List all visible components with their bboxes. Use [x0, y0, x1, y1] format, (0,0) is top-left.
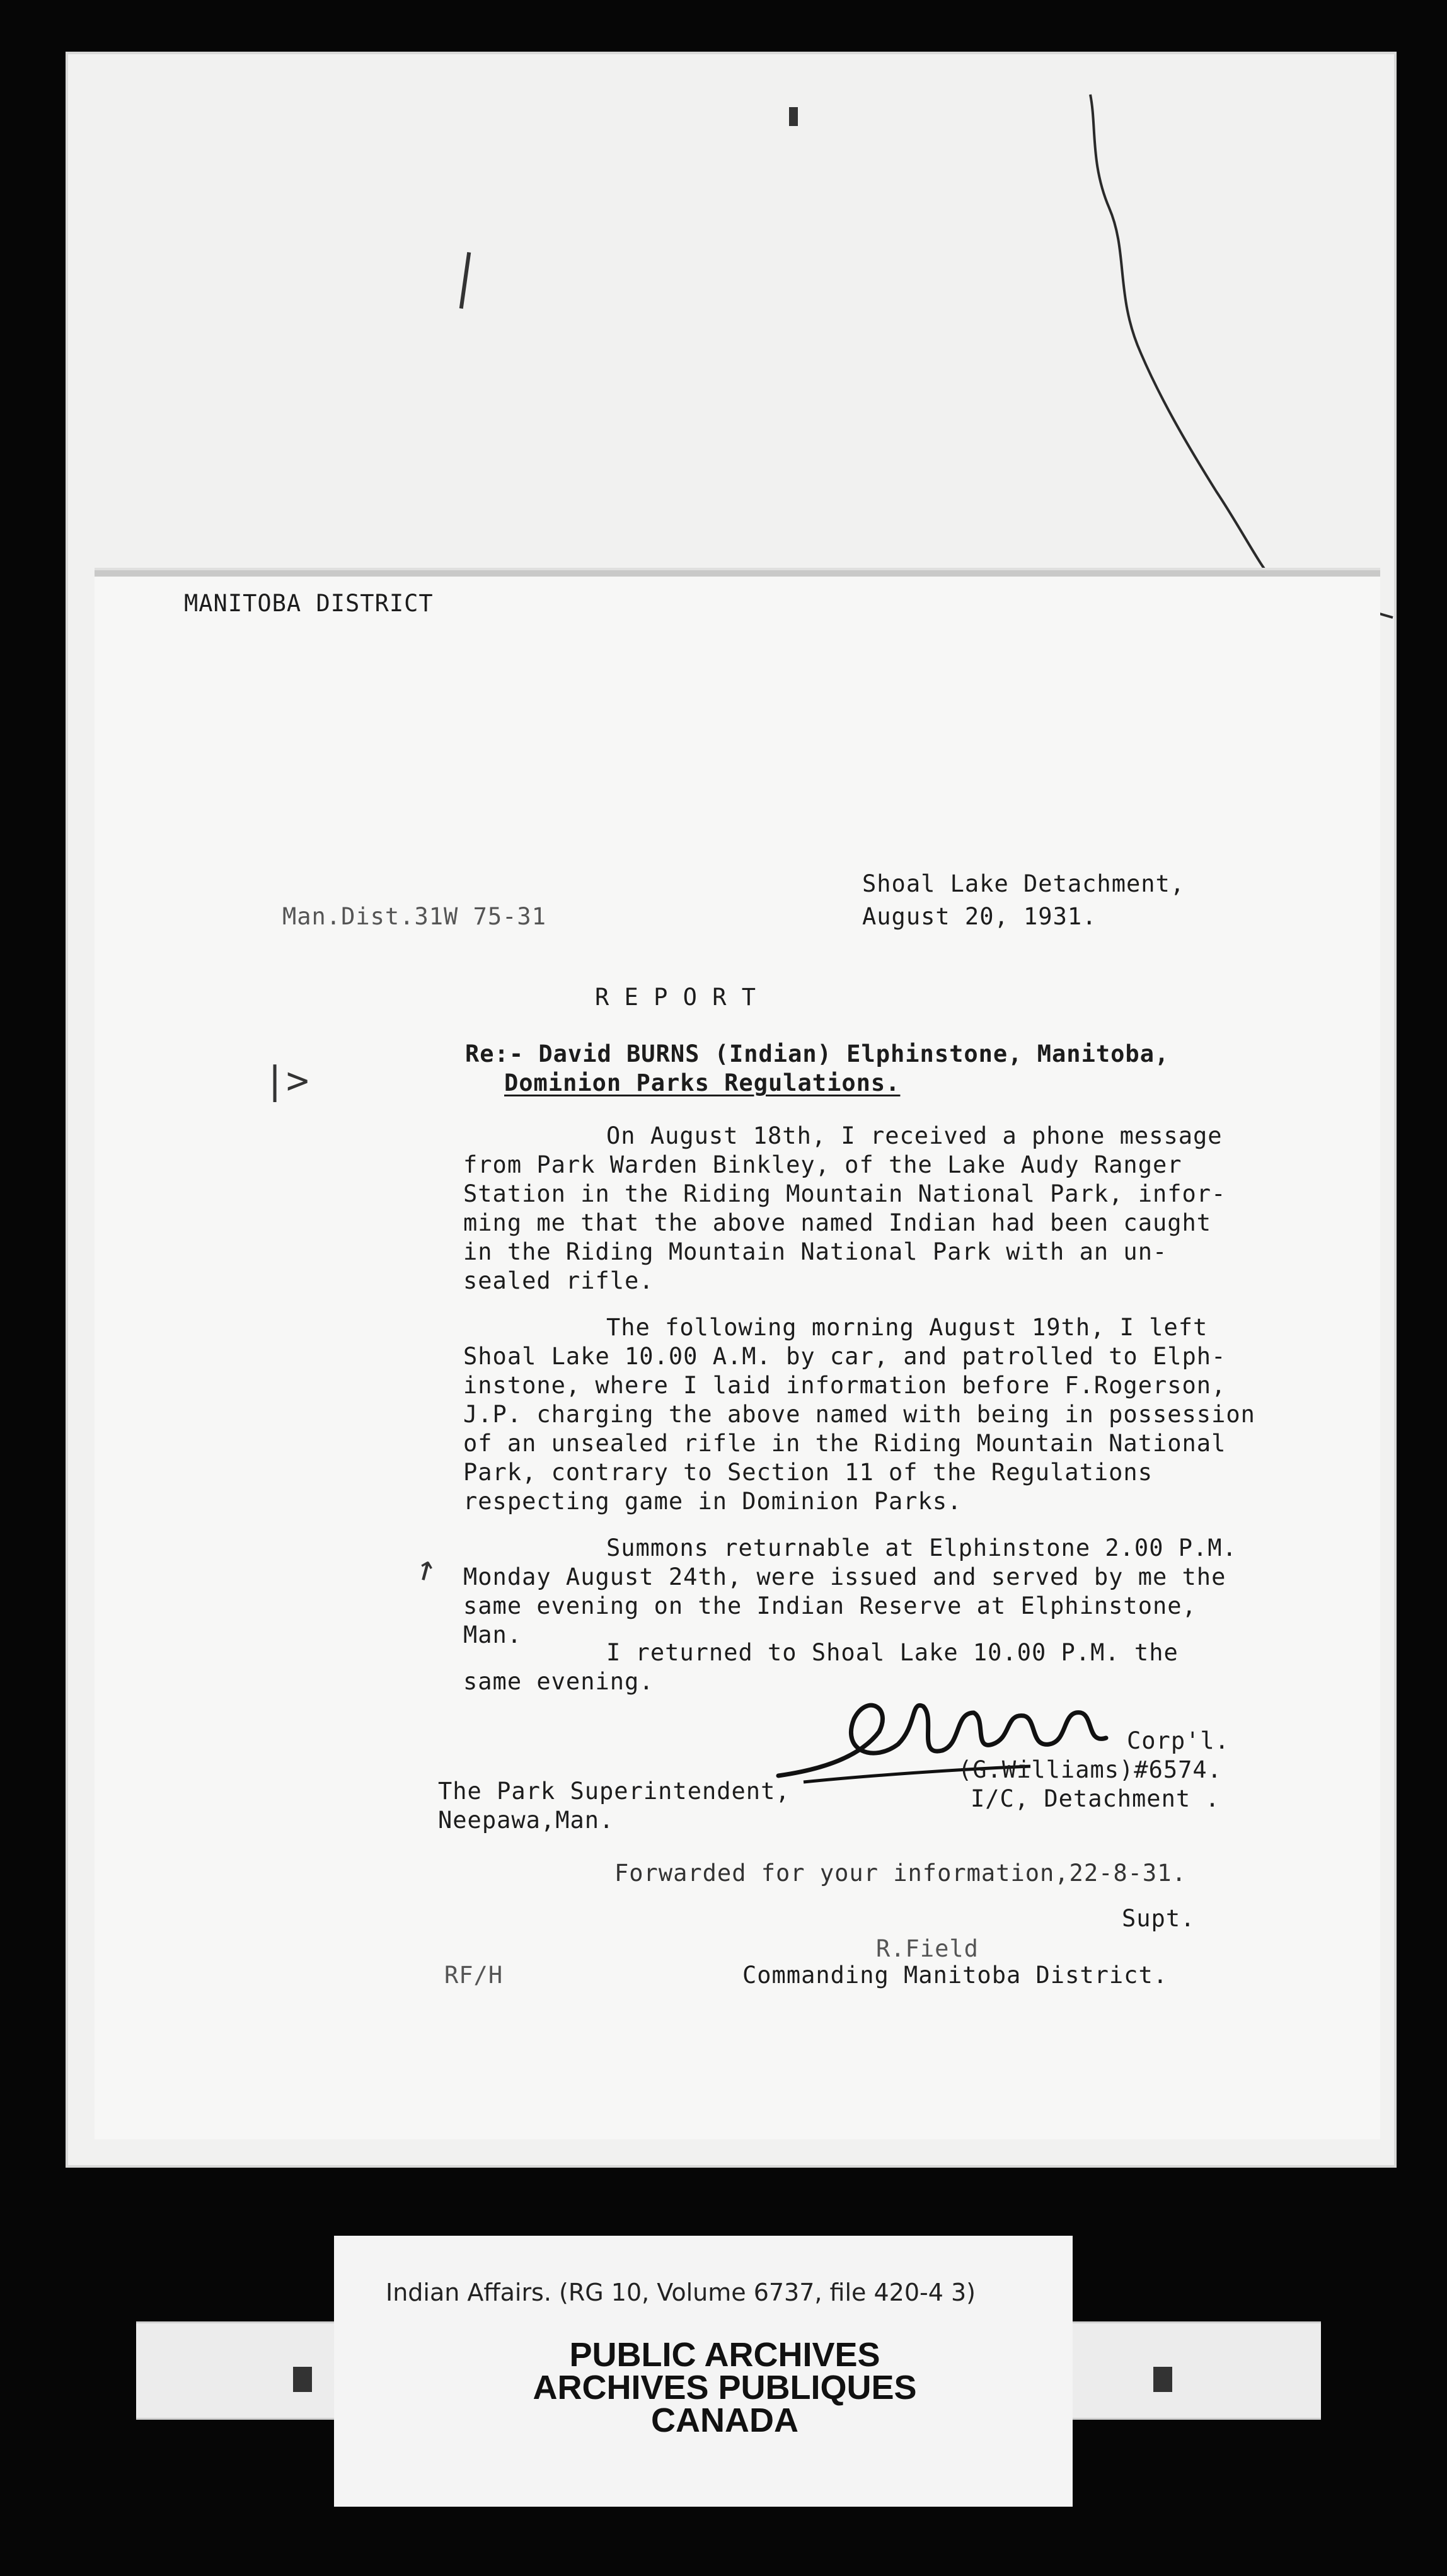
addressee-title: The Park Superintendent, [438, 1778, 790, 1805]
forwarding-note: Forwarded for your information,22-8-31. [614, 1860, 1187, 1887]
signer-position: I/C, Detachment . [971, 1785, 1220, 1812]
paragraph-line: Monday August 24th, were issued and served by me the [463, 1563, 1226, 1590]
signer-rank: Corp'l. [1127, 1727, 1230, 1754]
paragraph-line: same evening on the Indian Reserve at Elphinstone, [463, 1592, 1197, 1619]
label-tab [293, 2367, 312, 2392]
district-heading: MANITOBA DISTRICT [184, 590, 434, 617]
paragraph-line: Shoal Lake 10.00 A.M. by car, and patrolled to Elph- [463, 1343, 1226, 1370]
file-reference: Man.Dist.31W 75-31 [282, 903, 546, 930]
paragraph-line: same evening. [463, 1668, 654, 1695]
margin-check-mark: ↗ [404, 1544, 443, 1591]
paragraph-line: I returned to Shoal Lake 10.00 P.M. the [606, 1639, 1179, 1666]
paragraph-line: Park, contrary to Section 11 of the Regulations [463, 1459, 1153, 1486]
paragraph-line: respecting game in Dominion Parks. [463, 1488, 962, 1515]
paragraph-line: J.P. charging the above named with being in possession [463, 1401, 1255, 1428]
forwarding-title: Commanding Manitoba District. [742, 1962, 1168, 1989]
paragraph-line: Summons returnable at Elphinstone 2.00 P.M. [606, 1534, 1237, 1561]
paper-mark [789, 107, 798, 126]
paragraph-line: Station in the Riding Mountain National Park, infor- [463, 1180, 1226, 1207]
paper-crack-line [1071, 88, 1399, 624]
archive-stamp-line: ARCHIVES PUBLIQUES [533, 2369, 917, 2406]
paragraph-line: sealed rifle. [463, 1267, 654, 1294]
paragraph-line: of an unsealed rifle in the Riding Mountain National [463, 1430, 1226, 1457]
signer-name: (G.Williams)#6574. [958, 1756, 1222, 1783]
archive-stamp-line: CANADA [651, 2401, 798, 2439]
report-title: R E P O R T [595, 984, 757, 1011]
archive-stamp-line: PUBLIC ARCHIVES [569, 2336, 880, 2374]
subject-line: Re:- David BURNS (Indian) Elphinstone, Manitoba, [465, 1040, 1170, 1067]
addressee-location: Neepawa,Man. [438, 1807, 614, 1834]
archive-reference: Indian Affairs. (RG 10, Volume 6737, file 420-4 3) [386, 2279, 976, 2306]
paragraph-line: On August 18th, I received a phone message [606, 1122, 1223, 1149]
paragraph-line: The following morning August 19th, I left [606, 1314, 1208, 1341]
forwarding-rank: Supt. [1122, 1905, 1196, 1932]
paragraph-line: in the Riding Mountain National Park with an un- [463, 1238, 1168, 1265]
forwarding-name: R.Field [876, 1935, 979, 1962]
paragraph-line: from Park Warden Binkley, of the Lake Audy Ranger [463, 1151, 1182, 1178]
margin-mark: |> [263, 1059, 309, 1103]
paragraph-line: instone, where I laid information before F.Rogerson, [463, 1372, 1226, 1399]
label-tab [1153, 2367, 1172, 2392]
report-date: August 20, 1931. [862, 903, 1097, 930]
detachment-name: Shoal Lake Detachment, [862, 870, 1185, 897]
initials: RF/H [444, 1962, 504, 1989]
paragraph-line: ming me that the above named Indian had been caught [463, 1209, 1212, 1236]
subject-line-2: Dominion Parks Regulations. [504, 1069, 901, 1096]
paragraph-line: Man. [463, 1621, 522, 1648]
